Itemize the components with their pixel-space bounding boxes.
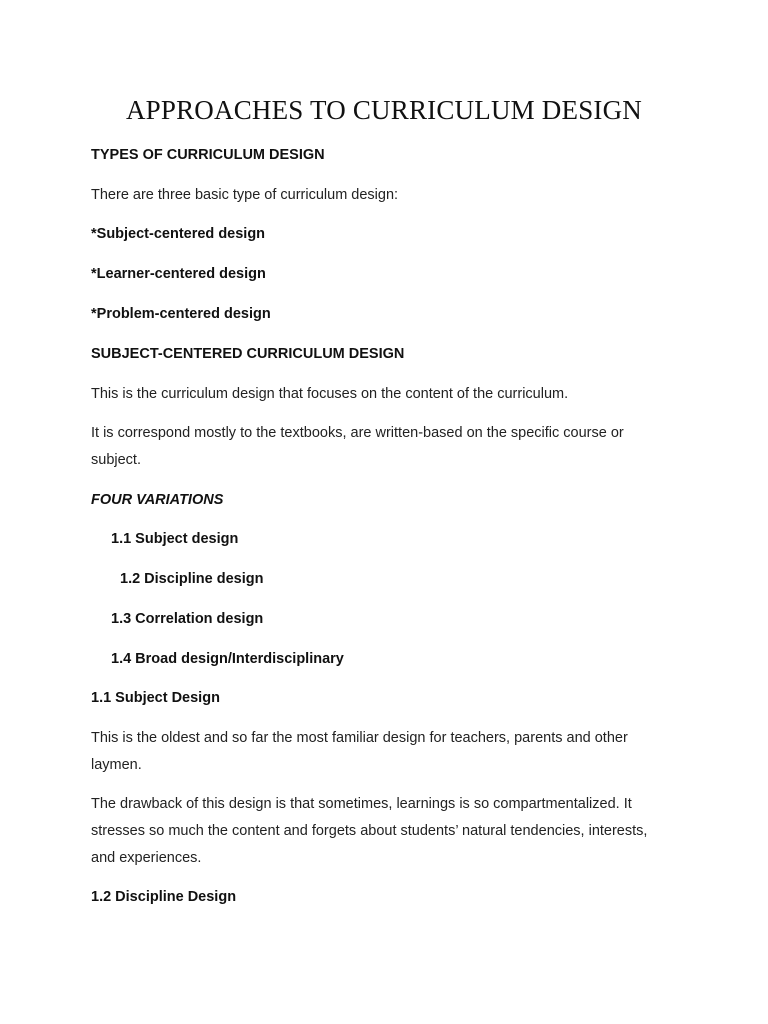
subject-centered-heading: SUBJECT-CENTERED CURRICULUM DESIGN (91, 346, 405, 362)
types-heading: TYPES OF CURRICULUM DESIGN (91, 147, 325, 163)
subject-design-heading: 1.1 Subject Design (91, 690, 220, 706)
subject-design-paragraph-2-line-2: stresses so much the content and forgets about students’ natural tendencies, interests, (91, 823, 648, 839)
subject-centered-paragraph-2-line-1: It is correspond mostly to the textbooks, are written-based on the specific course or (91, 425, 624, 441)
subject-design-paragraph-2-line-3: and experiences. (91, 850, 202, 866)
type-item-subject: *Subject-centered design (91, 226, 266, 242)
discipline-design-heading: 1.2 Discipline Design (91, 889, 237, 905)
variation-item-broad: 1.4 Broad design/Interdisciplinary (111, 651, 344, 667)
subject-centered-paragraph-2-line-2: subject. (91, 452, 141, 468)
variation-item-correlation: 1.3 Correlation design (111, 611, 264, 627)
subject-design-paragraph-1-line-2: laymen. (91, 757, 142, 773)
intro-paragraph: There are three basic type of curriculum design: (91, 187, 399, 203)
subject-design-paragraph-1-line-1: This is the oldest and so far the most familiar design for teachers, parents and other (91, 730, 628, 746)
subject-centered-paragraph-1: This is the curriculum design that focuses on the content of the curriculum. (91, 386, 569, 402)
variation-item-subject: 1.1 Subject design (111, 531, 239, 547)
type-item-learner: *Learner-centered design (91, 266, 266, 282)
four-variations-heading: FOUR VARIATIONS (91, 492, 224, 508)
type-item-problem: *Problem-centered design (91, 306, 271, 322)
document-title: APPROACHES TO CURRICULUM DESIGN (125, 95, 643, 125)
subject-design-paragraph-2-line-1: The drawback of this design is that sometimes, learnings is so compartmentalized. It (91, 796, 632, 812)
variation-item-discipline: 1.2 Discipline design (120, 571, 264, 587)
